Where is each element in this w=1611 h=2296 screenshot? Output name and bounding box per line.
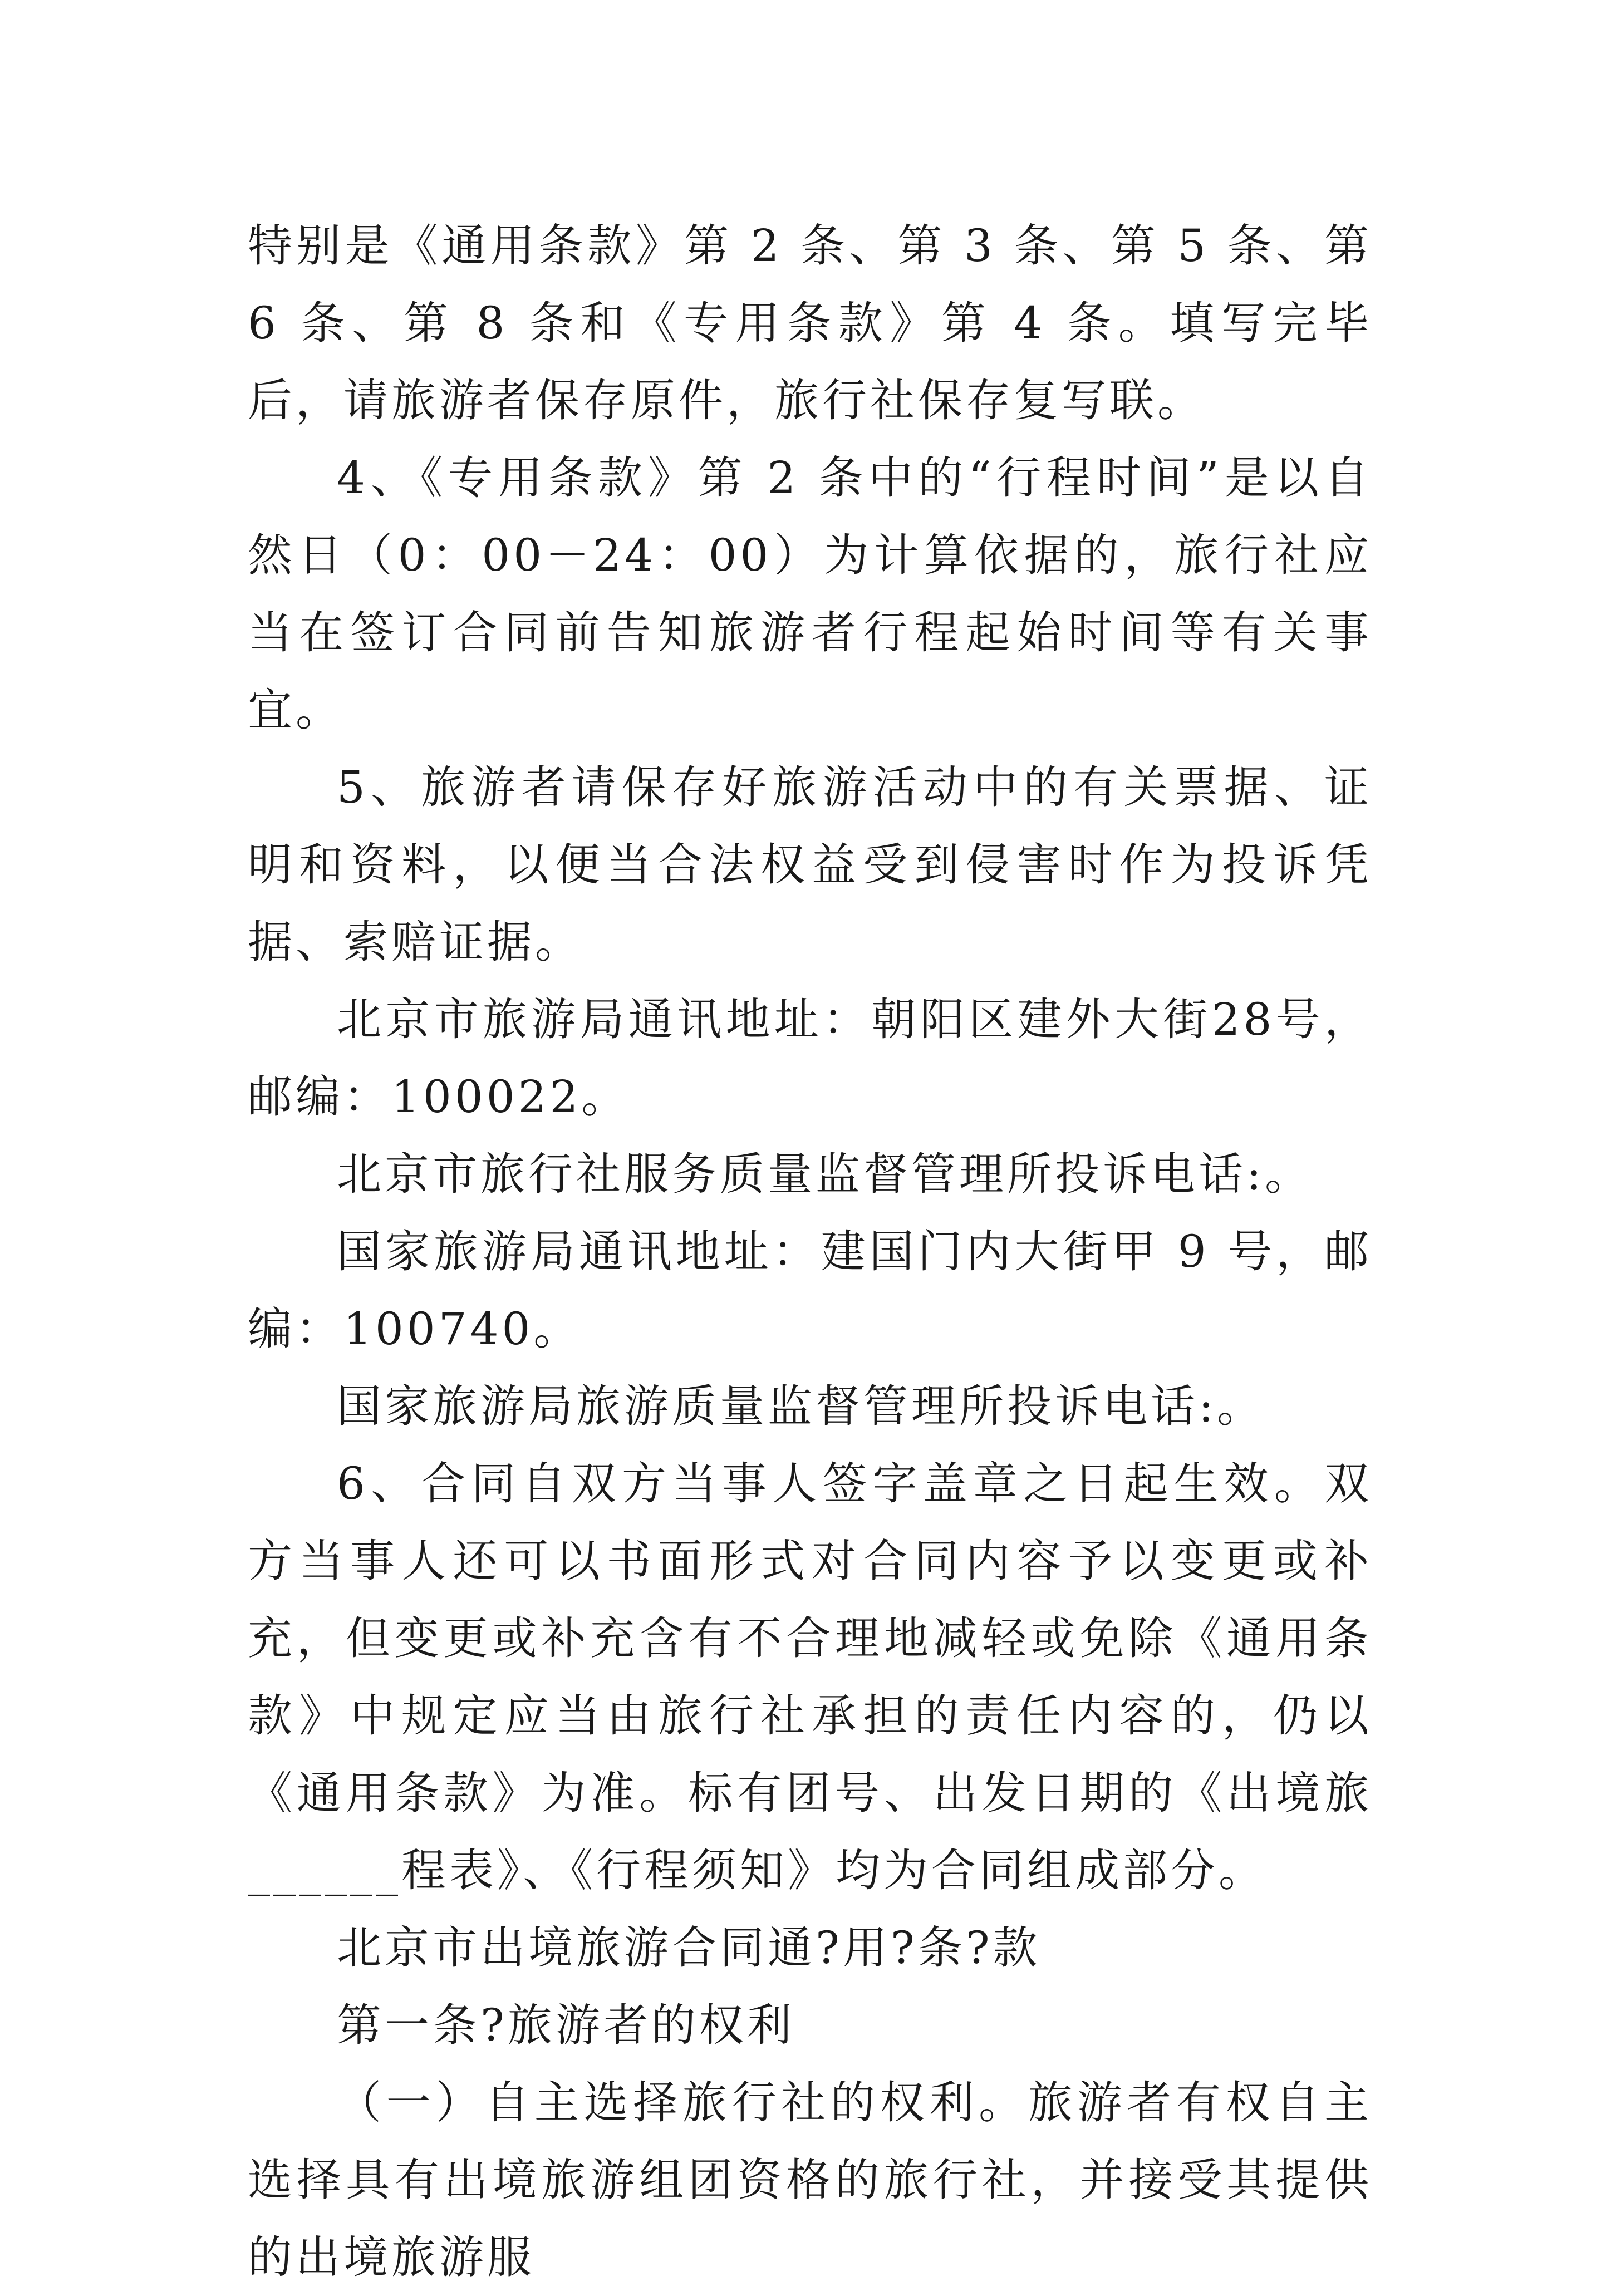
paragraph-9: 北京市出境旅游合同通?用?条?款	[337, 1922, 1041, 1974]
paragraph-11: （一）自主选择旅行社的权利。旅游者有权自主选择具有出境旅游组团资格的旅行社，并接受其提供的出境旅游服	[248, 2077, 1372, 2283]
paragraph-2: 4、《专用条款》第 2 条中的“行程时间”是以自然日（0：00－24：00）为计算依据的，旅行社应当在签订合同前告知旅游者行程起始时间等有关事宜。	[248, 452, 1372, 736]
paragraph-7: 国家旅游局旅游质量监督管理所投诉电话:。	[337, 1380, 1265, 1432]
paragraph-3: 5、旅游者请保存好旅游活动中的有关票据、证明和资料，以便当合法权益受到侵害时作为投诉凭据、索赔证据。	[248, 761, 1372, 968]
paragraph-1: 特别是《通用条款》第 2 条、第 3 条、第 5 条、第 6 条、第 8 条和《专用条款》第 4 条。填写完毕后，请旅游者保存原件，旅行社保存复写联。	[248, 220, 1372, 426]
paragraph-4: 北京市旅游局通讯地址：朝阳区建外大街28号，邮编：100022。	[248, 994, 1372, 1123]
paragraph-10: 第一条?旅游者的权利	[337, 1999, 795, 2051]
paragraph-5: 北京市旅行社服务质量监督管理所投诉电话:。	[337, 1148, 1313, 1200]
paragraph-8: 6、合同自双方当事人签字盖章之日起生效。双方当事人还可以书面形式对合同内容予以变更或补充，但变更或补充含有不合理地减轻或免除《通用条款》中规定应当由旅行社承担的责任内容的，仍以《通用条款》为准。标有团号、出发日期的《出境旅______程表》、《行程须知》均为合同组成部分。	[248, 1458, 1372, 1896]
paragraph-6: 国家旅游局通讯地址：建国门内大街甲 9 号，邮编：100740。	[248, 1226, 1372, 1355]
document-body	[248, 207, 1372, 2296]
